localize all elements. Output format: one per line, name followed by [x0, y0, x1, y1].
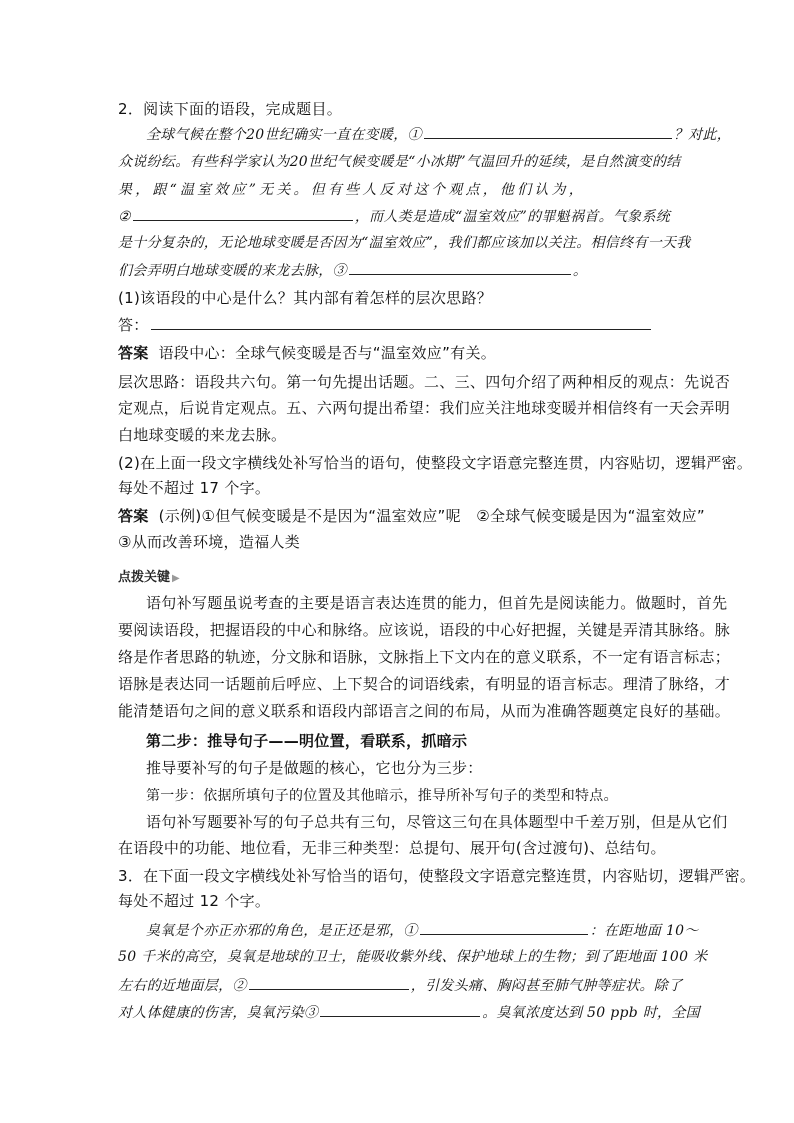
answer-text: (示例)①但气候变暖是不是因为“温室效应”呢 ②全球气候变暖是因为“温室效应”	[158, 507, 705, 525]
q2-sub2-answer-line-2: ③从而改善环境，造福人类	[118, 533, 301, 551]
q2-passage-line-6	[118, 260, 678, 281]
q3-passage-text: 。臭氧浓度达到 50 ppb 时，全国	[482, 1005, 700, 1021]
q2-sub1-answer-line-3: 定观点，后说肯定观点。五、六两句提出希望：我们应关注地球变暖并相信终有一天会弄明	[118, 399, 731, 417]
key-points-label	[118, 566, 180, 585]
step-2-line-3: 语句补写题要补写的句子总共有三句，尽管这三句在具体题型中千差万别，但是从它们	[146, 813, 728, 831]
key-para-line-2: 要阅读语段，把握语段的中心和脉络。应该说，语段的中心好把握，关键是弄清其脉络。脉	[118, 621, 731, 639]
q2-passage-line-5: 是十分复杂的，无论地球变暖是否因为“温室效应”，我们都应该加以关注。相信终有一天我	[118, 235, 691, 251]
q2-passage-text: 全球气候在整个20世纪确实一直在变暖，①	[146, 127, 422, 143]
answer-blank-2[interactable]	[133, 206, 353, 221]
question-2-heading: 2．阅读下面的语段，完成题目。	[118, 100, 343, 118]
step-2-line-1: 推导要补写的句子是做题的核心，它也分为三步：	[146, 759, 483, 777]
step-2-title: 第二步：推导句子——明位置，看联系，抓暗示	[146, 732, 468, 750]
q2-passage-text: ，而人类是造成“温室效应”的罪魁祸首。气象系统	[354, 209, 671, 225]
answer-tag: 答案	[118, 344, 149, 362]
answer-blank-3[interactable]	[349, 260, 571, 275]
q3-passage-text: 对人体健康的伤害，臭氧污染③	[118, 1005, 319, 1021]
q2-sub1-question: (1)该语段的中心是什么？其内部有着怎样的层次思路？	[118, 289, 493, 307]
q3-passage-text: ，引发头痛、胸闷甚至肺气肿等症状。除了	[410, 978, 683, 994]
q2-sub2-answer-line-1	[118, 506, 705, 526]
q3-passage-text: 左右的近地面层，②	[118, 978, 247, 994]
key-points-text: 点拨关键	[118, 570, 171, 585]
q2-sub1-answer-line-2: 层次思路：语段共六句。第一句先提出话题。二、三、四句介绍了两种相反的观点：先说否	[118, 373, 731, 391]
q2-passage-line-1	[146, 124, 732, 145]
q2-passage-text: 们会弄明白地球变暖的来龙去脉，③	[118, 263, 347, 279]
answer-blank-q3-2[interactable]	[249, 975, 409, 990]
q2-passage-text: 。	[572, 263, 588, 279]
key-para-line-4: 语脉是表达同一话题前后呼应、上下契合的词语线索，有明显的语言标志。理清了脉络，才	[118, 675, 731, 693]
q3-passage-text: 臭氧是个亦正亦邪的角色，是正还是邪，①	[146, 923, 418, 939]
answer-tag: 答案	[118, 507, 149, 525]
q2-sub2-question-line-2: 每处不超过 17 个字。	[118, 479, 271, 497]
q3-passage-line-4	[118, 1002, 700, 1023]
q3-passage-line-3	[118, 975, 683, 996]
q2-sub2-question-line-1: (2)在上面一段文字横线处补写恰当的语句，使整段文字语意完整连贯，内容贴切，逻辑严密。	[118, 454, 753, 472]
key-para-line-1: 语句补写题虽说考查的主要是语言表达连贯的能力，但首先是阅读能力。做题时，首先	[146, 594, 728, 612]
q3-passage-text: ：在距地面 10～	[589, 923, 699, 939]
q2-sub1-answer-line-1	[118, 343, 678, 363]
q3-passage-line-2: 50 千米的高空，臭氧是地球的卫士，能吸收紫外线、保护地球上的生物；到了距地面 100 米	[118, 949, 708, 965]
question-3-line-2: 每处不超过 12 个字。	[118, 892, 271, 910]
step-2-line-2: 第一步：依据所填句子的位置及其他暗示，推导所补写句子的类型和特点。	[146, 788, 618, 804]
answer-text: 语段中心：全球气候变暖是否与“温室效应”有关。	[158, 344, 497, 362]
q2-passage-line-3: 果，跟“温室效应”无关。但有些人反对这个观点，他们认为，	[118, 182, 586, 198]
q2-sub1-answer-line-4: 白地球变暖的来龙去脉。	[118, 426, 287, 444]
answer-prompt: 答：	[118, 316, 149, 334]
q2-passage-line-4	[118, 206, 678, 227]
q2-passage-text: ②	[118, 209, 131, 225]
play-arrow-icon: ▶	[172, 573, 180, 584]
key-para-line-3: 络是作者思路的轨迹，分文脉和语脉，文脉指上下文内在的意义联系，不一定有语言标志；	[118, 648, 731, 666]
step-2-line-4: 在语段中的功能、地位看，无非三种类型：总提句、展开句(含过渡句)、总结句。	[118, 839, 666, 857]
q3-passage-line-1	[146, 920, 699, 941]
answer-blank-1[interactable]	[424, 124, 672, 139]
answer-blank-q3-3[interactable]	[320, 1002, 480, 1017]
q2-passage-text: ？对此，	[673, 127, 732, 143]
answer-line[interactable]	[151, 315, 651, 330]
question-3-line-1: 3．在下面一段文字横线处补写恰当的语句，使整段文字语意完整连贯，内容贴切，逻辑严密。	[118, 867, 756, 885]
answer-blank-q3-1[interactable]	[420, 920, 588, 935]
q2-passage-line-2: 众说纷纭。有些科学家认为20世纪气候变暖是“小冰期”气温回升的延续，是自然演变的结	[118, 154, 681, 170]
key-para-line-5: 能清楚语句之间的意义联系和语段内部语言之间的布局，从而为准确答题奠定良好的基础。	[118, 702, 731, 720]
q2-sub1-answer-field	[118, 315, 678, 335]
